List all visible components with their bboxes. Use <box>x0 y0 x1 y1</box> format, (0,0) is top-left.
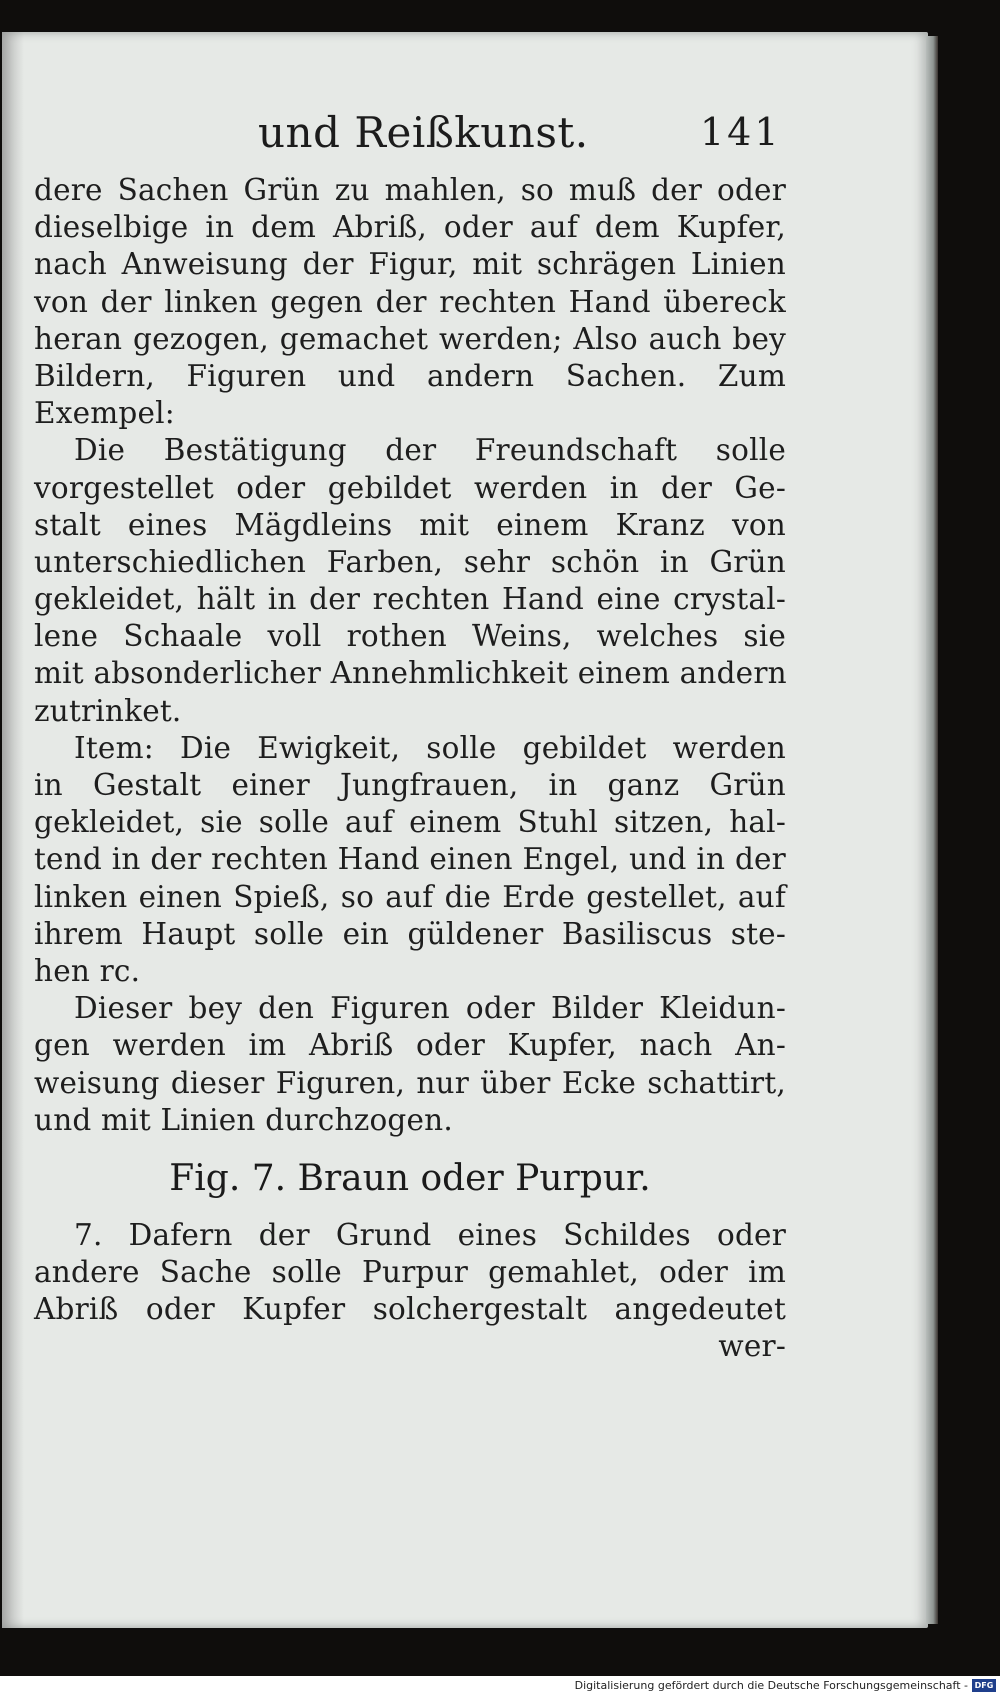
catchword: wer- <box>718 1329 786 1364</box>
text-line: tend in der rechten Hand einen Engel, und in der <box>34 842 786 877</box>
text-line: dere Sachen Grün zu mahlen, so muß der oder <box>34 173 786 207</box>
text-line: Exempel: <box>34 396 175 431</box>
page-edge <box>926 36 938 1624</box>
text-line: gekleidet, sie solle auf einem Stuhl sitzen, hal- <box>34 805 786 840</box>
footer-bar <box>0 1676 1000 1696</box>
page-header <box>0 108 926 168</box>
text-line: unterschiedlichen Farben, sehr schön in Grün <box>34 544 786 579</box>
text-line: Bildern, Figuren und andern Sachen. Zum <box>34 358 786 393</box>
text-line: und mit Linien durchzogen. <box>34 1102 453 1137</box>
running-title: und Reißkunst. <box>258 108 589 157</box>
text-line: von der linken gegen der rechten Hand übereck <box>34 284 786 319</box>
text-line: Die Bestätigung der Freundschaft solle <box>74 433 786 468</box>
text-line: gekleidet, hält in der rechten Hand eine crystal- <box>34 582 786 617</box>
text-line: stalt eines Mägdleins mit einem Kranz von <box>34 507 786 542</box>
text-line: hen rc. <box>34 953 141 988</box>
text-line: Abriß oder Kupfer solchergestalt angedeutet <box>34 1292 786 1327</box>
page-number: 141 <box>700 110 782 154</box>
page-gutter-shadow <box>2 32 24 1628</box>
text-line: heran gezogen, gemachet werden; Also auch bey <box>34 321 786 356</box>
funding-notice: Digitalisierung gefördert durch die Deutsche Forschungsgemeinschaft - <box>574 1679 968 1692</box>
text-line: Dieser bey den Figuren oder Bilder Kleidun- <box>74 991 786 1026</box>
text-line: in Gestalt einer Jungfrauen, in ganz Grün <box>34 768 786 802</box>
text-line: vorgestellet oder gebildet werden in der Ge- <box>34 470 786 505</box>
text-line: mit absonderlicher Annehmlichkeit einem andern <box>34 656 787 691</box>
dfg-logo: DFG <box>972 1679 996 1692</box>
text-line: linken einen Spieß, so auf die Erde gestellet, auf <box>34 879 786 914</box>
text-line: weisung dieser Figuren, nur über Ecke schattirt, <box>34 1065 786 1100</box>
section-heading: Fig. 7. Braun oder Purpur. <box>169 1157 651 1199</box>
text-line: Item: Die Ewigkeit, solle gebildet werden <box>74 730 786 765</box>
text-line: lene Schaale voll rothen Weins, welches sie <box>34 619 786 654</box>
text-line: dieselbige in dem Abriß, oder auf dem Kupfer, <box>34 210 786 245</box>
text-line: gen werden im Abriß oder Kupfer, nach An- <box>34 1028 786 1063</box>
text-line: andere Sache solle Purpur gemahlet, oder im <box>34 1255 786 1290</box>
text-line: nach Anweisung der Figur, mit schrägen Linien <box>34 247 786 282</box>
text-line: 7. Dafern der Grund eines Schildes oder <box>74 1217 786 1252</box>
page-body <box>34 172 786 1366</box>
text-line: ihrem Haupt solle ein güldener Basiliscus ste- <box>34 916 786 951</box>
text-line: zutrinket. <box>34 693 182 728</box>
